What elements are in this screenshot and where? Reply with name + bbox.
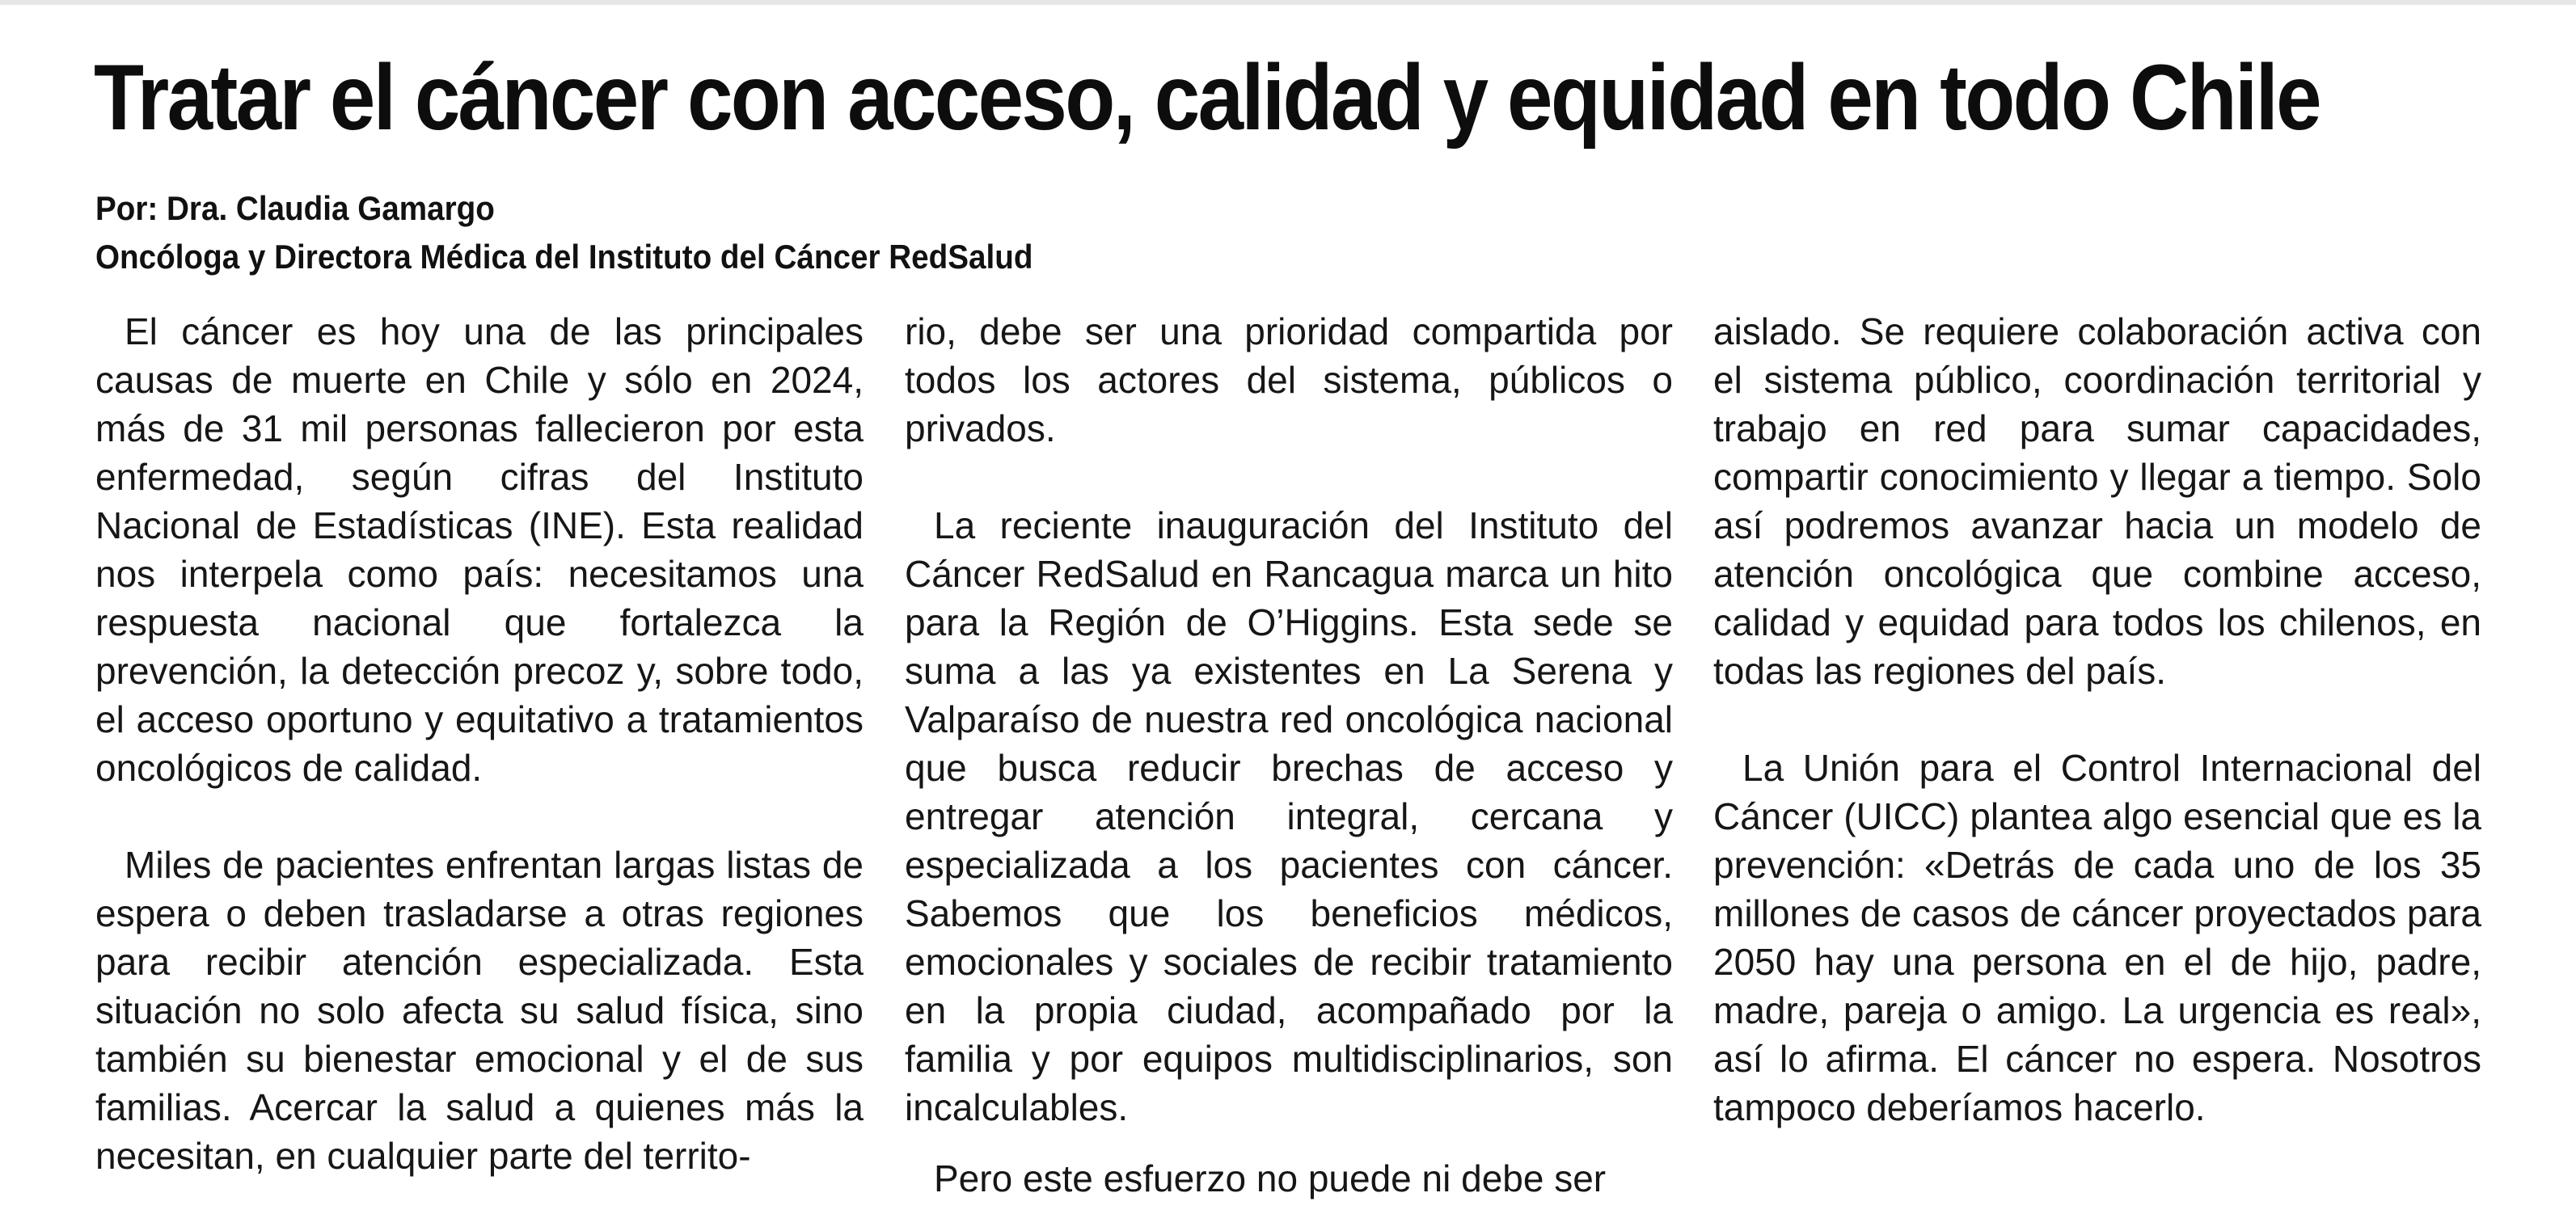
author-role-line: Oncóloga y Directora Médica del Instituto del Cáncer RedSalud bbox=[95, 238, 1033, 276]
paragraph: aislado. Se requiere colaboración activa con el sistema público, coordinación territorial y trabajo en red para sumar capacidades, compartir conocimiento y llegar a tiempo. Solo así podremos avanzar hacia un modelo de atención oncológica que combine acceso, calidad y equidad para todos los chilenos, en todas las regiones del país. bbox=[1713, 310, 2481, 692]
article-title: Tratar el cáncer con acceso, calidad y equidad en todo Chile bbox=[94, 46, 2321, 150]
top-border bbox=[0, 0, 2576, 5]
paragraph: La reciente inauguración del Instituto del Cáncer RedSalud en Rancagua marca un hito para la Región de O’Higgins. Esta sede se suma a las ya existentes en La Serena y Valparaíso de nuestra red oncológica nacional que busca reducir brechas de acceso y entregar atención integral, cercana y especializada a los pacientes con cáncer. Sabemos que los beneficios médicos, emocionales y sociales de recibir tratamiento en la propia ciudad, acompañado por la familia y por equipos multidisciplinarios, son incalculables. bbox=[905, 504, 1673, 1128]
author-line: Por: Dra. Claudia Gamargo bbox=[95, 189, 495, 227]
paragraph: La Unión para el Control Internacional del Cáncer (UICC) plantea algo esencial que es la prevención: «Detrás de cada uno de los 35 millones de casos de cáncer proyectados para 2050 hay una persona en el de hijo, padre, madre, pareja o amigo. La urgencia es real», así lo afirma. El cáncer no espera. Nosotros tampoco deberíamos hacerlo. bbox=[1713, 747, 2481, 1128]
paragraph: El cáncer es hoy una de las principales causas de muerte en Chile y sólo en 2024, más de 31 mil personas fallecieron por esta enfermedad, según cifras del Instituto Nacional de Estadísticas (INE). Esta realidad nos interpela como país: necesitamos una respuesta nacional que fortalezca la prevención, la detección precoz y, sobre todo, el acceso oportuno y equitativo a tratamientos oncológicos de calidad. bbox=[95, 310, 864, 789]
paragraph: rio, debe ser una prioridad compartida por todos los actores del sistema, públicos o privados. bbox=[905, 310, 1673, 449]
text-column-3 bbox=[1713, 307, 2481, 1132]
byline bbox=[95, 184, 1033, 281]
text-column-1 bbox=[95, 307, 864, 1180]
text-column-2 bbox=[905, 307, 1673, 1203]
paragraph: Pero este esfuerzo no puede ni debe ser bbox=[934, 1157, 1607, 1199]
paragraph: Miles de pacientes enfrentan largas listas de espera o deben trasladarse a otras regiones para recibir atención especializada. Esta situación no solo afecta su salud física, sino también su bienestar emocional y el de sus familias. Acercar la salud a quienes más la necesitan, en cualquier parte del territo- bbox=[95, 844, 864, 1177]
